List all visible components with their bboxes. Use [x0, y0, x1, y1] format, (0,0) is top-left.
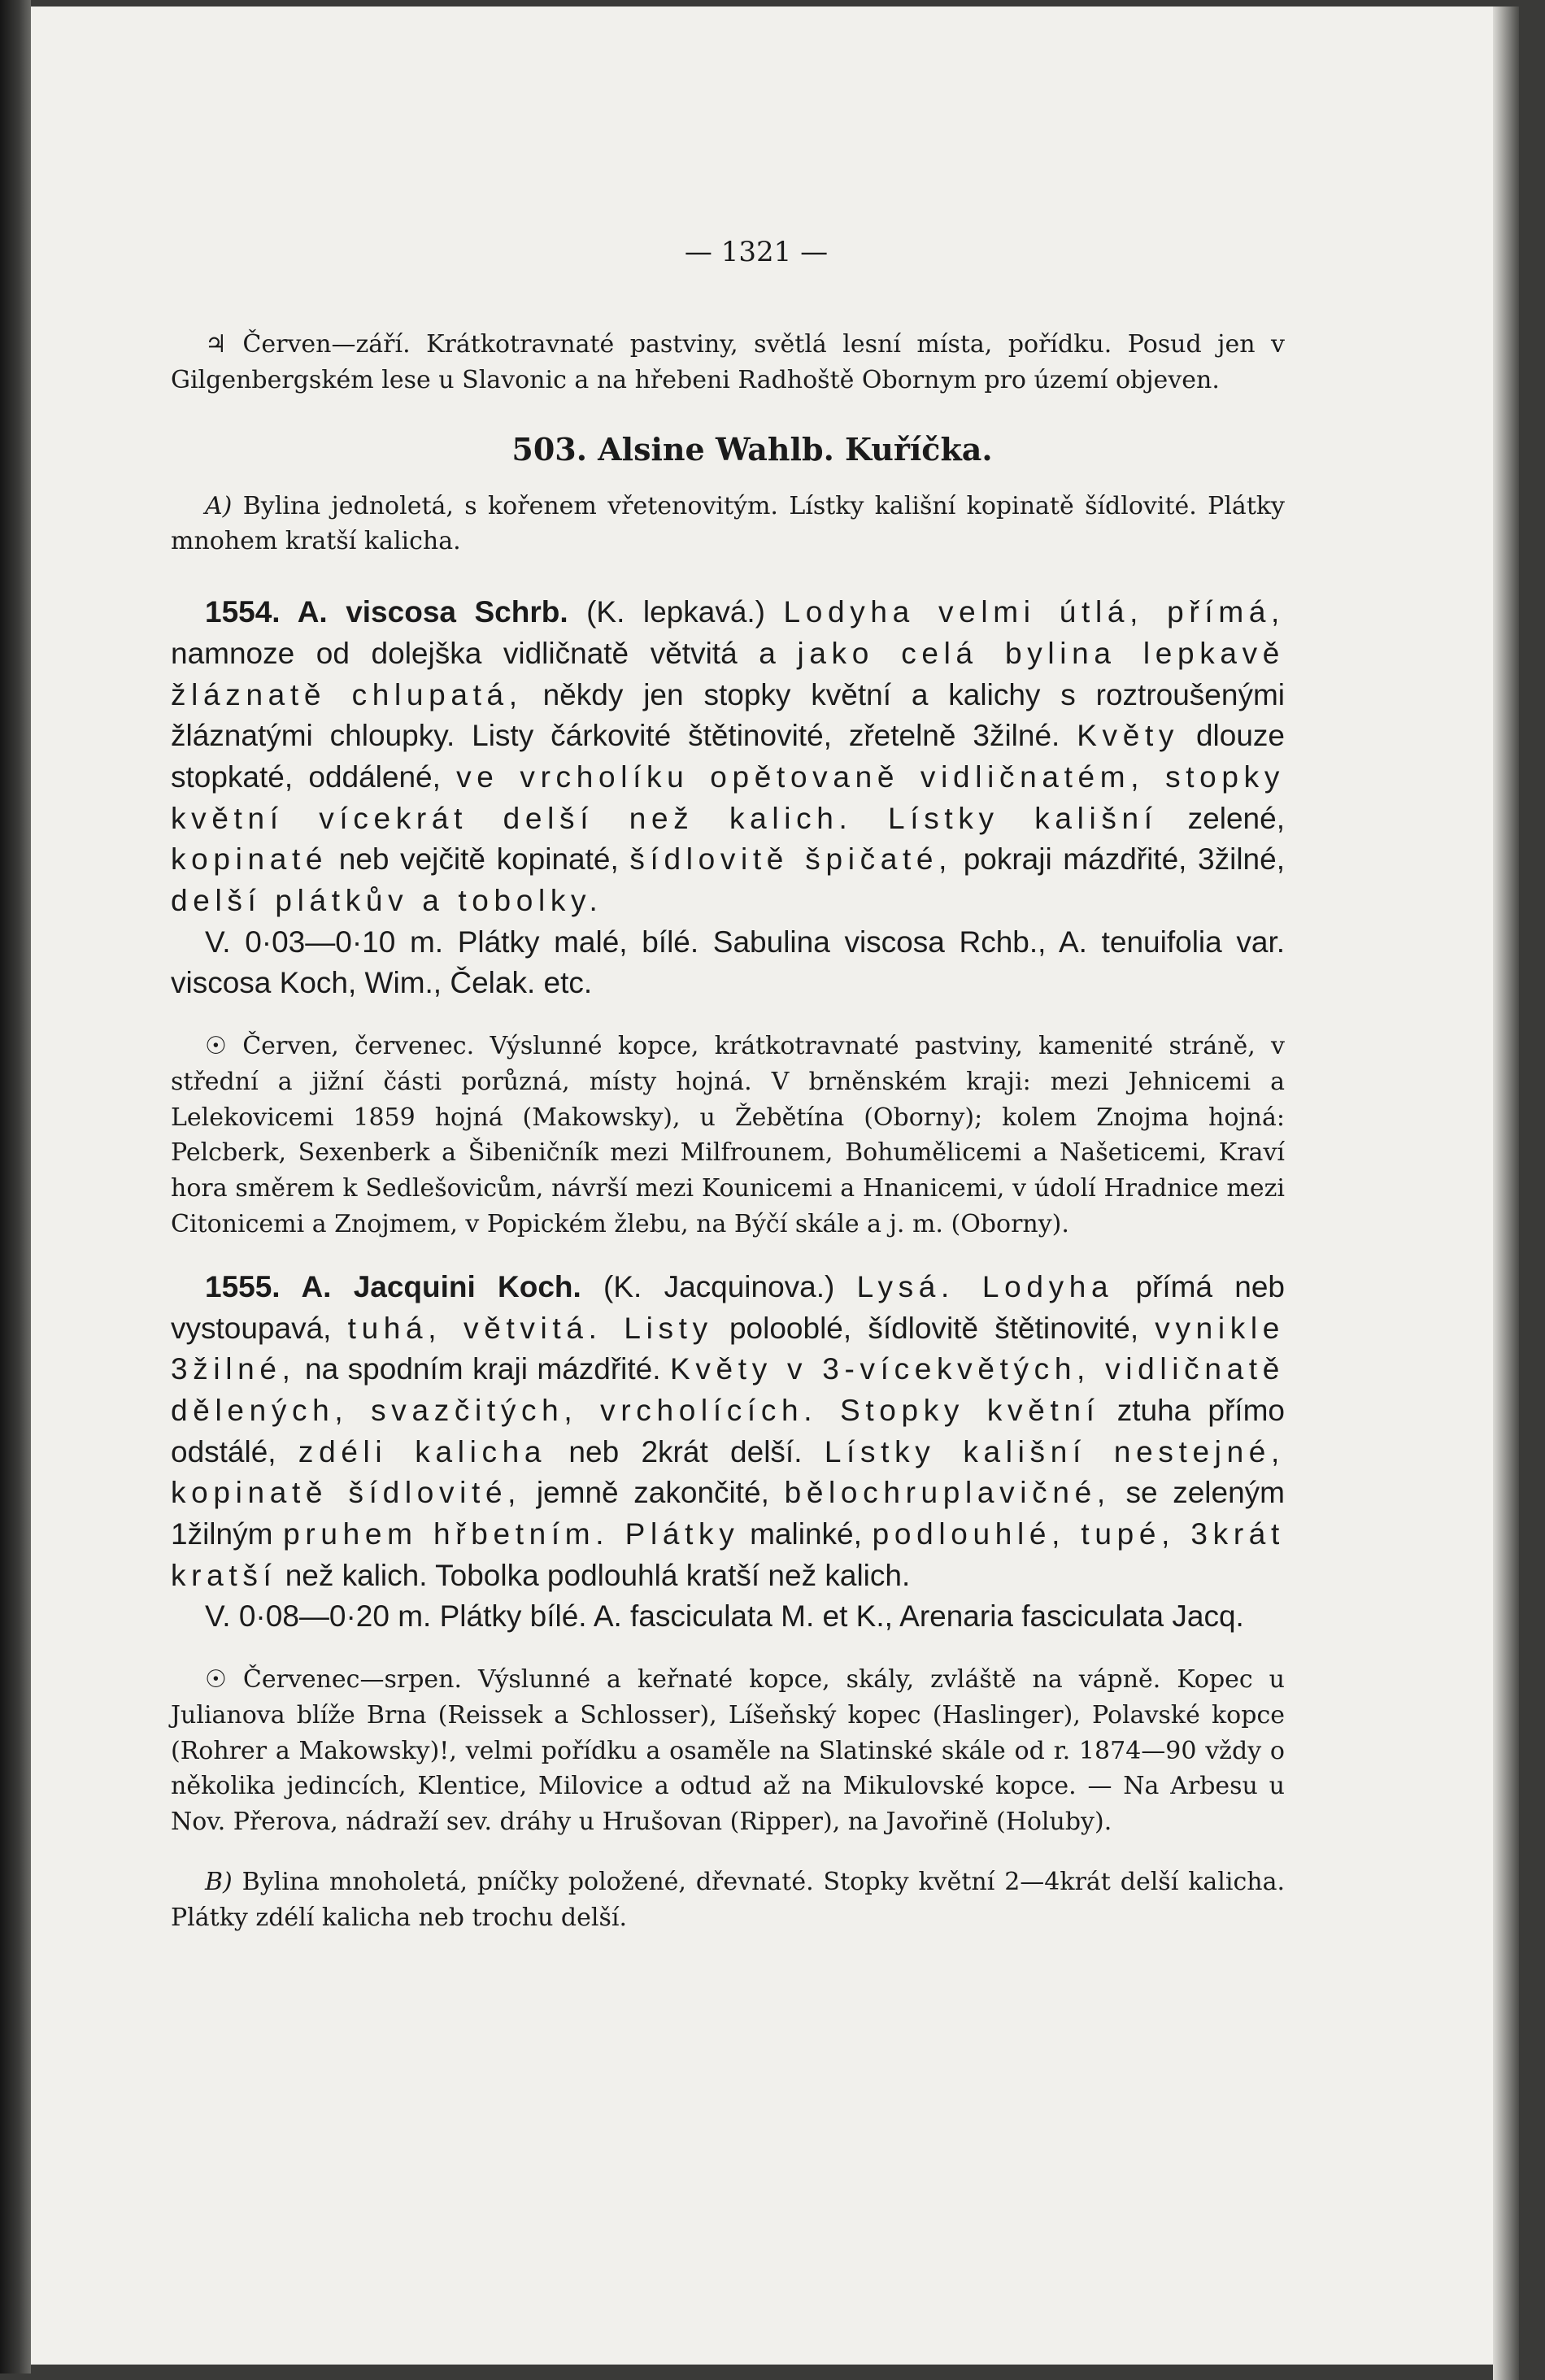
spaced-text: ve vrcholíku opětovaně vidličnatém, stopky květní vícekrát delší než kalich.: [171, 759, 1285, 835]
species-name: 1555. A. Jacquini Koch.: [205, 1269, 581, 1303]
spaced-text: Listy: [602, 1311, 713, 1345]
paragraph-text: Červen—září. Krátkotravnaté pastviny, světlá lesní místa, pořídku. Posud jen v Gilgenbergském lese u Slavonic a na hřebeni Radhoště Obornym pro území objeven.: [171, 330, 1285, 394]
spaced-text: Květy: [1077, 719, 1180, 753]
page-content: [171, 236, 1285, 1936]
annual-symbol-icon: ☉: [205, 1665, 227, 1695]
group-b-description: [171, 1864, 1285, 1936]
species-1555-localities: [171, 1662, 1285, 1840]
paragraph-text: Červen, červenec. Výslunné kopce, krátkotravnaté pastviny, kamenité stráně, v střední a jižní části porůzná, místy hojná. V brněnském kraji: mezi Jehnicemi a Lelekovicemi 1859 hojná (Makowsky), u Žebětína (Oborny); kolem Znojma hojná: Pelcberk, Sexenberk a Šibeničník mezi Milfrounem, Bohumělicemi a Našeticemi, Kraví hora směrem k Sedlešovicům, návrší mezi Kounicemi a Hnanicemi, v údolí Hradnice mezi Citonicemi a Znojmem, v Popickém žlebu, na Býčí skále a j. m. (Oborny).: [171, 1032, 1285, 1239]
spaced-text: bělochruplavičné,: [784, 1476, 1111, 1510]
spaced-text: zdéli kalicha: [298, 1434, 547, 1468]
page-number: — 1321 —: [684, 236, 829, 268]
spaced-text: Květy v 3-vícekvětých, vidličnatě dělených, svazčitých, vrcholících. Stopky květní: [171, 1352, 1285, 1427]
text-run: než kalich. Tobolka podlouhlá kratší než kalich.: [276, 1558, 911, 1592]
spaced-text: pruhem hřbetním. Plátky: [283, 1516, 740, 1551]
text-run: neb 2krát delší.: [546, 1434, 825, 1468]
spaced-text: tuhá, větvitá.: [347, 1311, 603, 1345]
species-1555-size-synonyms: V. 0·08—0·20 m. Plátky bílé. A. fasciculata M. et K., Arenaria fasciculata Jacq.: [205, 1599, 1244, 1634]
common-name: (K. Jacquinova.): [581, 1269, 857, 1303]
text-run: pokraji mázdřité, 3žilné,: [952, 842, 1285, 877]
spaced-text: Lodyha velmi útlá, přímá,: [783, 595, 1285, 629]
group-label: B): [205, 1868, 233, 1897]
spaced-text: podlouhlé, tupé, 3krát kratší: [171, 1516, 1285, 1592]
spaced-text: šídlovitě špičaté,: [629, 842, 953, 877]
text-run: namnoze od dolejška vidličnatě větvitá a: [171, 636, 798, 670]
text-run: ztuha přímo odstálé,: [171, 1393, 1285, 1468]
common-name: (K. lepkavá.): [568, 595, 784, 629]
spaced-text: Lístky kališní nestejné, kopinatě šídlovité,: [171, 1434, 1285, 1510]
spaced-text: jako celá bylina lepkavě žláznatě chlupatá,: [171, 636, 1286, 711]
text-run: malinké,: [739, 1516, 873, 1551]
book-spine-shadow: [0, 0, 31, 2373]
page-edge: [1493, 7, 1519, 2380]
species-1554-description: [171, 592, 1285, 922]
group-text: Bylina mnoholetá, pníčky položené, dřevnaté. Stopky květní 2—4krát delší kalicha. Plátky zdélí kalicha neb trochu delší.: [171, 1868, 1285, 1932]
species-1554-localities: [171, 1029, 1285, 1242]
paragraph-flowering-note: [171, 327, 1285, 398]
species-1554-size-synonyms: V. 0·03—0·10 m. Plátky malé, bílé. Sabulina viscosa Rchb., A. tenuifolia var. viscosa Koch, Wim., Čelak. etc.: [171, 925, 1285, 1000]
text-run: jemně zakončité,: [521, 1476, 785, 1510]
species-1555-description: [171, 1267, 1285, 1597]
annual-symbol-icon: ☉: [205, 1032, 227, 1061]
text-run: neb vejčitě kopinaté,: [328, 842, 630, 877]
genus-heading: 503. Alsine Wahlb. Kuříčka.: [511, 430, 993, 468]
text-run: někdy jen stopky květní a kalichy s roztroušenými žláznatými chloupky. Listy čárkovité štětinovité, zřetelně 3žilné.: [171, 677, 1285, 753]
text-run: na spodním kraji mázdřité.: [295, 1352, 671, 1386]
text-run: polooblé, šídlovitě štětinovité,: [712, 1311, 1155, 1345]
text-run: dlouze stopkaté, oddálené,: [171, 719, 1285, 794]
spaced-text: vynikle 3žilné,: [171, 1311, 1285, 1386]
paragraph-text: Červenec—srpen. Výslunné a keřnaté kopce, skály, zvláště na vápně. Kopec u Julianova blíže Brna (Reissek a Schlosser), Líšeňský kopec (Haslinger), Polavské kopce (Rohrer a Makowsky)!, velmi pořídku a osaměle na Slatinské skále od r. 1874—90 vždy o několika jedincích, Klentice, Milovice a odtud až na Mikulovské kopce. — Na Arbesu u Nov. Přerova, nádraží sev. dráhy u Hrušovan (Ripper), na Javořině (Holuby).: [171, 1665, 1285, 1837]
text-run: zelené,: [1157, 801, 1285, 835]
spaced-text: Lysá. Lodyha: [856, 1269, 1114, 1303]
spaced-text: kopinaté: [171, 842, 329, 877]
spaced-text: Lístky kališní: [852, 801, 1158, 835]
perennial-symbol-icon: ♃: [205, 330, 227, 359]
species-name: 1554. A. viscosa Schrb.: [205, 595, 568, 629]
spaced-text: delší plátkův a tobolky.: [171, 884, 603, 917]
group-a-description: [171, 489, 1285, 560]
text-run: se zeleným 1žilným: [171, 1476, 1285, 1551]
group-label: A): [205, 491, 233, 520]
text-run: přímá neb vystoupavá,: [171, 1269, 1285, 1345]
group-text: Bylina jednoletá, s kořenem vřetenovitým. Lístky kališní kopinatě šídlovité. Plátky mnohem kratší kalicha.: [171, 491, 1285, 556]
